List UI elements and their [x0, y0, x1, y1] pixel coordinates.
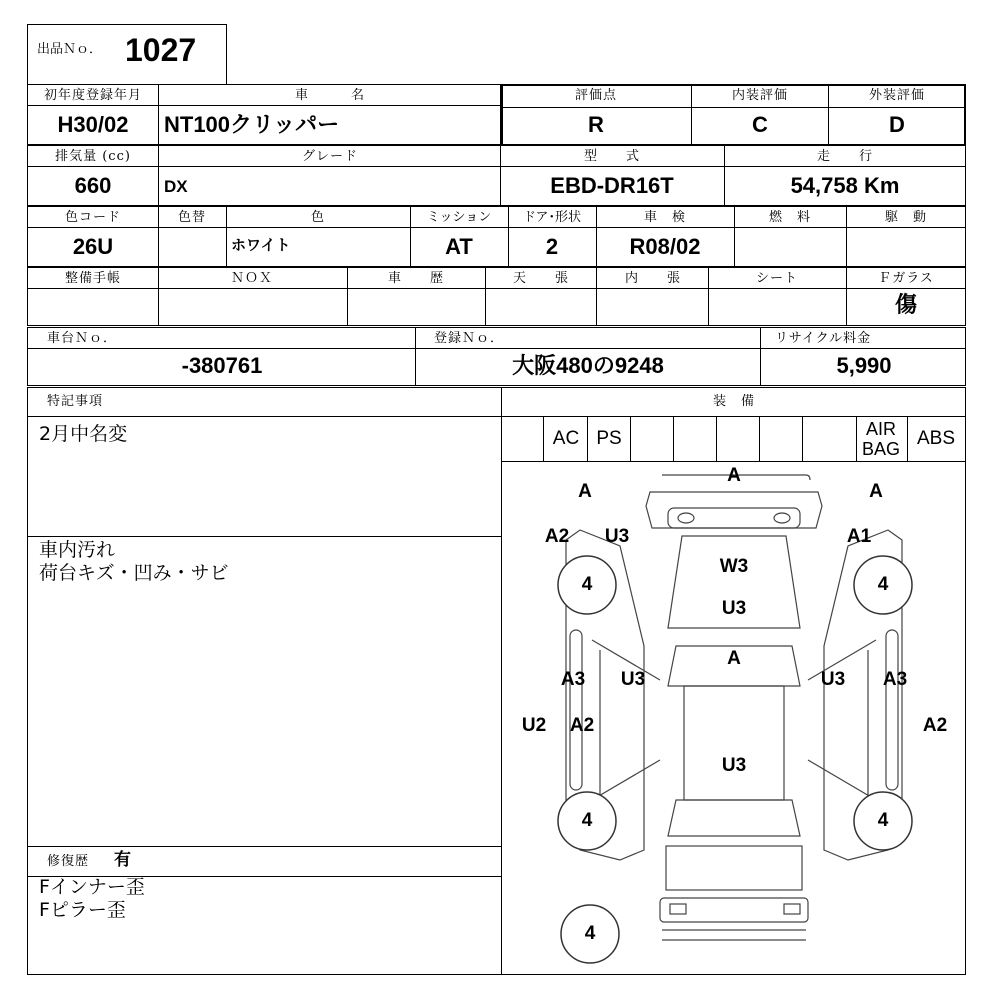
tire-spare: 4: [584, 923, 596, 944]
equipment-ps: PS: [596, 428, 622, 449]
model-value: EBD-DR16T: [550, 173, 674, 198]
reg-value: 大阪480の9248: [512, 353, 664, 378]
mark-left-door-u: U3: [620, 669, 646, 690]
first-reg-label: 初年度登録年月: [43, 88, 143, 103]
mark-hood: W3: [719, 556, 749, 577]
mark-roof-front: A: [727, 648, 741, 669]
score-value: R: [588, 112, 604, 137]
interior-lining-label: 内 張: [624, 271, 682, 286]
tire-front-left: 4: [581, 574, 593, 595]
model-label: 型 式: [583, 149, 641, 164]
divider: [543, 417, 544, 461]
cell: [158, 227, 227, 267]
fglass-value: 傷: [894, 292, 918, 318]
cell: [27, 288, 159, 326]
mark-left-side-a: A2: [569, 715, 595, 736]
mark-front-bumper: A: [727, 465, 741, 486]
grade-value: DX: [164, 177, 188, 196]
inspection-value: R08/02: [629, 234, 701, 259]
doors-value: 2: [545, 234, 559, 259]
displacement-value: 660: [74, 173, 112, 198]
notes-text-1: 2月中名変: [39, 423, 128, 445]
divider: [907, 417, 908, 461]
drive-label: 駆 動: [884, 210, 928, 225]
notes-text-2: 車内汚れ 荷台キズ・凹み・サビ: [39, 539, 229, 584]
mark-windshield: U3: [721, 598, 747, 619]
reg-label: 登録Ｎｏ．: [434, 331, 505, 346]
cell: [158, 288, 348, 326]
history-label: 車 歴: [387, 271, 445, 286]
grade-label: グレード: [301, 149, 359, 164]
mission-label: ミッション: [426, 210, 492, 225]
repair-value: 有: [114, 850, 131, 870]
fuel-label: 燃 料: [768, 210, 812, 225]
chassis-value: -380761: [181, 353, 263, 378]
equipment-abs: ABS: [916, 428, 956, 449]
cell: [596, 288, 709, 326]
divider: [716, 417, 717, 461]
maintenance-label: 整備手帳: [64, 271, 122, 286]
equipment-airbag: AIR BAG: [861, 419, 901, 459]
mark-left-side-u: U2: [521, 715, 547, 736]
divider: [587, 417, 588, 461]
divider: [759, 417, 760, 461]
interior-value: C: [752, 112, 768, 137]
mark-front-right: A: [869, 481, 883, 502]
divider: [828, 85, 829, 145]
tire-rear-right: 4: [877, 810, 889, 831]
equipment-label: 装 備: [712, 394, 756, 409]
divider: [502, 107, 965, 108]
mark-right-fender: A1: [846, 526, 872, 547]
color-code-value: 26U: [72, 234, 114, 259]
color-value: ホワイト: [231, 236, 291, 254]
cell: [734, 227, 847, 267]
repair-label: 修復歴: [47, 854, 90, 869]
recycle-label: リサイクル料金: [775, 331, 872, 346]
lot-number: 1027: [125, 32, 197, 68]
mark-right-door-u: U3: [820, 669, 846, 690]
cell: [846, 227, 966, 267]
divider: [630, 417, 631, 461]
cell: [347, 288, 486, 326]
tire-front-right: 4: [877, 574, 889, 595]
color-code-label: 色コード: [64, 210, 122, 225]
score-label: 評価点: [574, 88, 618, 103]
mark-right-door-a: A3: [882, 669, 908, 690]
tire-rear-left: 4: [581, 810, 593, 831]
door-label: ドア･形状: [522, 210, 582, 225]
notes-label: 特記事項: [47, 394, 104, 409]
divider: [691, 85, 692, 145]
cell: [158, 166, 501, 206]
lot-label: 出品Ｎｏ．: [37, 42, 103, 57]
mark-right-side-a: A2: [922, 715, 948, 736]
mark-front-left: A: [578, 481, 592, 502]
mark-left-door-a: A3: [560, 669, 586, 690]
displacement-label: 排気量 (cc): [55, 149, 131, 164]
mark-bed: U3: [721, 755, 747, 776]
fglass-label: Ｆガラス: [878, 271, 934, 286]
roof-label: 天 張: [512, 271, 570, 286]
mission-value: AT: [445, 234, 473, 259]
interior-label: 内装評価: [731, 88, 789, 103]
car-name-value: NT100クリッパー: [164, 112, 340, 137]
car-name-label: 車 名: [294, 88, 366, 103]
repair-text: Fインナー歪 Fピラー歪: [39, 876, 145, 921]
exterior-value: D: [889, 112, 905, 137]
color-label: 色: [310, 210, 326, 225]
repair-header: [27, 846, 502, 877]
mileage-value: 54,758 Km: [790, 173, 900, 198]
exterior-label: 外装評価: [868, 88, 926, 103]
nox-label: ＮＯＸ: [230, 271, 274, 286]
recycle-value: 5,990: [836, 353, 892, 378]
first-reg-value: H30/02: [57, 112, 129, 137]
repaint-label: 色替: [177, 210, 207, 225]
divider: [802, 417, 803, 461]
divider: [673, 417, 674, 461]
seat-label: シート: [755, 271, 799, 286]
mark-left-fender: A2: [544, 526, 570, 547]
chassis-label: 車台Ｎｏ．: [47, 331, 118, 346]
cell: [485, 288, 597, 326]
divider: [856, 417, 857, 461]
mark-left-fender-2: U3: [604, 526, 630, 547]
equipment-ac: AC: [552, 428, 580, 449]
divider: [27, 536, 502, 537]
mileage-label: 走 行: [816, 149, 874, 164]
inspection-label: 車 検: [643, 210, 687, 225]
cell: [708, 288, 847, 326]
